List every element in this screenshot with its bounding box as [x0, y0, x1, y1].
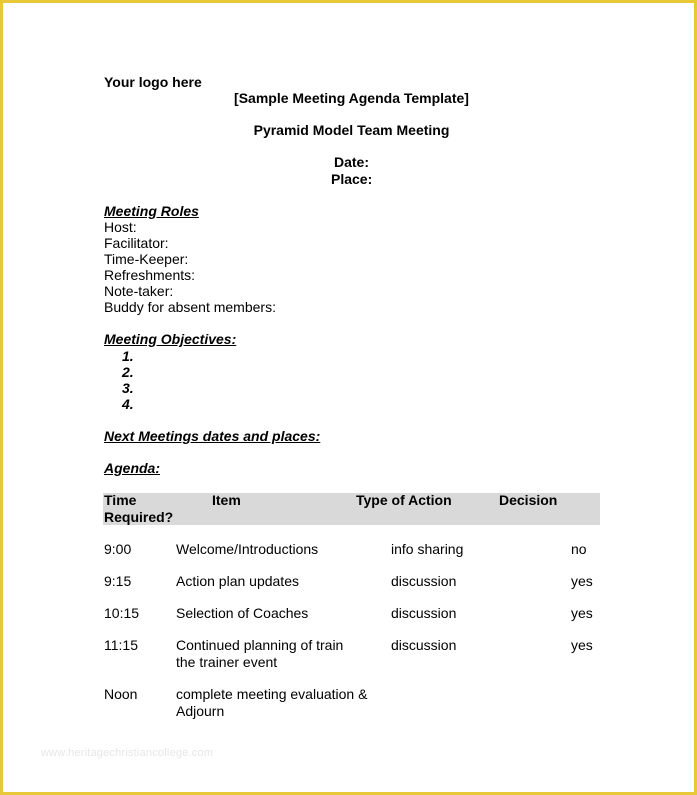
row-time: 11:15: [104, 637, 138, 653]
row-decision: no: [571, 541, 587, 557]
row-time: Noon: [104, 686, 138, 702]
role-refreshments: Refreshments:: [104, 267, 196, 283]
column-header-decision: Decision: [499, 492, 558, 508]
column-header-time: Time Required?: [104, 492, 174, 525]
template-title: [Sample Meeting Agenda Template]: [234, 90, 469, 106]
objective-item: 3.: [122, 380, 134, 396]
row-item: complete meeting evaluation & Adjourn: [176, 686, 368, 719]
row-time: 9:00: [104, 541, 132, 557]
date-label: Date:: [334, 154, 370, 170]
row-action: info sharing: [391, 541, 464, 557]
row-item: Continued planning of train the trainer event: [176, 637, 344, 670]
row-item: Welcome/Introductions: [176, 541, 319, 557]
next-meetings-heading: Next Meetings dates and places:: [104, 428, 321, 444]
row-decision: yes: [571, 637, 593, 653]
row-time: 10:15: [104, 605, 140, 621]
role-facilitator: Facilitator:: [104, 235, 169, 251]
row-decision: yes: [571, 605, 593, 621]
watermark: www.heritagechristiancollege.com: [41, 747, 214, 759]
meeting-name: Pyramid Model Team Meeting: [253, 122, 450, 138]
agenda-heading: Agenda:: [104, 460, 160, 476]
column-header-item: Item: [212, 492, 241, 508]
role-host: Host:: [104, 219, 137, 235]
role-timekeeper: Time-Keeper:: [104, 251, 189, 267]
roles-heading: Meeting Roles: [104, 203, 199, 219]
row-action: discussion: [391, 637, 457, 653]
row-decision: yes: [571, 573, 593, 589]
role-notetaker: Note-taker:: [104, 283, 174, 299]
logo-placeholder: Your logo here: [104, 74, 202, 90]
row-action: discussion: [391, 605, 457, 621]
objective-item: 4.: [122, 396, 134, 412]
row-item: Action plan updates: [176, 573, 299, 589]
row-item: Selection of Coaches: [176, 605, 309, 621]
row-time: 9:15: [104, 573, 132, 589]
objective-item: 2.: [122, 364, 134, 380]
row-action: discussion: [391, 573, 457, 589]
objective-item: 1.: [122, 348, 134, 364]
place-label: Place:: [331, 171, 373, 187]
role-buddy: Buddy for absent members:: [104, 299, 276, 315]
objectives-heading: Meeting Objectives:: [104, 331, 237, 347]
column-header-action: Type of Action: [356, 492, 452, 508]
